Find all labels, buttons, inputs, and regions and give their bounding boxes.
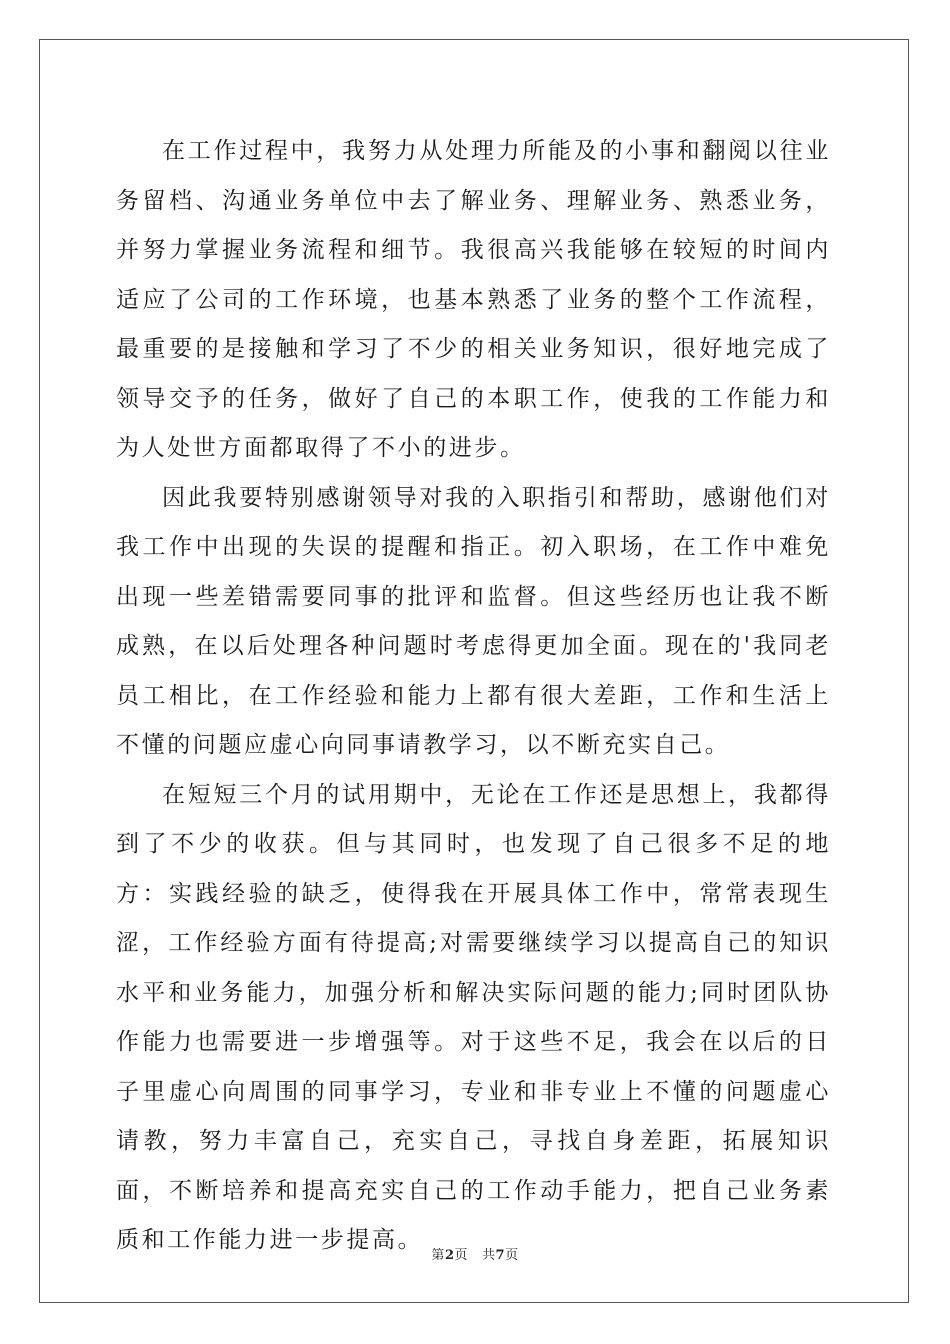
document-body [116,127,831,1266]
paragraph-1: 在工作过程中，我努力从处理力所能及的小事和翻阅以往业务留档、沟通业务单位中去了解业务、理解业务、熟悉业务，并努力掌握业务流程和细节。我很高兴我能够在较短的时间内适应了公司的工作环境，也基本熟悉了业务的整个工作流程，最重要的是接触和学习了不少的相关业务知识，很好地完成了领导交予的任务，做好了自己的本职工作，使我的工作能力和为人处世方面都取得了不小的进步。 [116,138,831,461]
total-pages: 7 [495,1248,506,1263]
total-suffix: 页 [505,1248,519,1263]
page-footer [0,1244,950,1263]
paragraph-3: 在短短三个月的试用期中，无论在工作还是思想上，我都得到了不少的收获。但与其同时，也发现了自己很多不足的地方：实践经验的缺乏，使得我在开展具体工作中，常常表现生涩，工作经验方面有待提高;对需要继续学习以提高自己的知识水平和业务能力，加强分析和解决实际问题的能力;同时团队协作能力也需要进一步增强等。对于这些不足，我会在以后的日子里虚心向周围的同事学习，专业和非专业上不懂的问题虚心请教，努力丰富自己，充实自己，寻找自身差距，拓展知识面，不断培养和提高充实自己的工作动手能力，把自己业务素质和工作能力进一步提高。 [116,781,831,1253]
total-prefix: 共 [482,1248,496,1263]
page-prefix: 第 [431,1248,445,1263]
page-suffix: 页 [454,1248,468,1263]
paragraph-2: 因此我要特别感谢领导对我的入职指引和帮助，感谢他们对我工作中出现的失误的提醒和指正。初入职场，在工作中难免出现一些差错需要同事的批评和监督。但这些经历也让我不断成熟，在以后处理各种问题时考虑得更加全面。现在的'我同老员工相比，在工作经验和能力上都有很大差距，工作和生活上不懂的问题应虚心向同事请教学习，以不断充实自己。 [116,484,831,758]
page-number: 2 [444,1248,455,1263]
